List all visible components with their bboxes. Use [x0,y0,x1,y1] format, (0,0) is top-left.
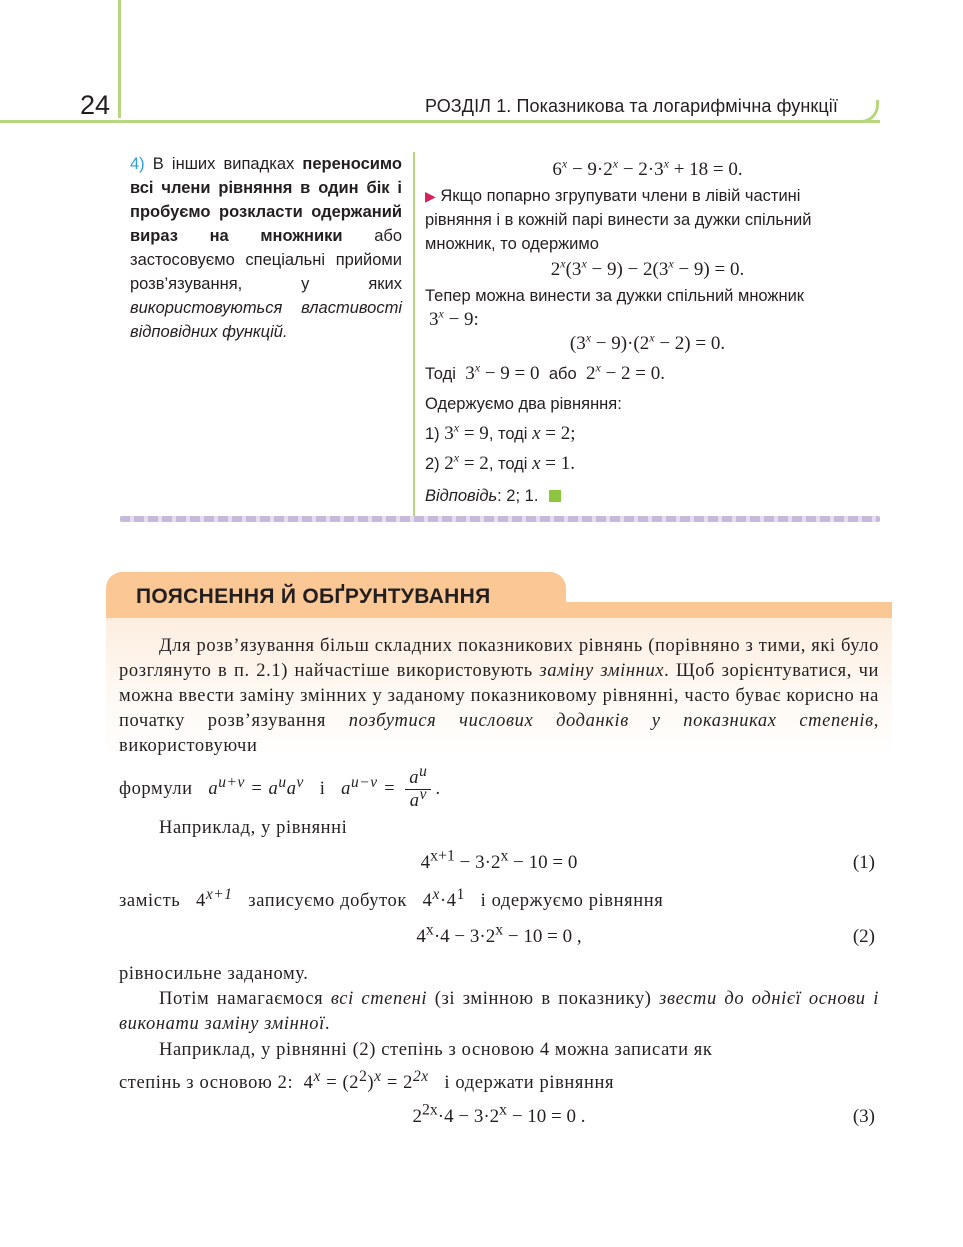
equation-2: $4^x\cdot 4 - 3\cdot 2^x - 10 = 0$ , [416,921,582,947]
equation-main: $6^x - 9\cdot 2^x - 2\cdot 3^x + 18 = 0$. [552,156,743,180]
example-2-paragraph: Наприклад, у рівнянні (2) степінь з основою 4 можна записати як [159,1040,713,1060]
section-title: ПОЯСНЕННЯ Й ОБҐРУНТУВАННЯ [136,585,491,608]
case-2-equation: $2^x = 2$ [444,450,489,474]
method-step-4 [130,152,402,344]
case-1-solution: x = 2; [532,423,576,444]
common-factor: $3^x - 9$: [429,306,479,330]
section-divider [120,516,880,522]
column-separator [413,152,415,516]
formula-1: $a^{u+v} = a^ua^v$ [208,773,304,799]
formula-prefix: формули [119,779,193,799]
reduce-text-c: (зі змінною в показнику) [427,989,660,1009]
end-square-icon [549,490,561,502]
arrow-icon: ▶ [425,188,436,204]
reduce-text-e: . [324,1014,331,1034]
reduce-text-italic-b: всі степені [330,989,428,1009]
answer-value: : 2; 1. [497,487,539,505]
page-number: 24 [80,90,111,120]
formula-and: і [319,779,326,799]
equation-2-row [119,921,879,952]
step-number: 4) [130,155,145,173]
step-text-bold: переносимо всі члени рівняння в один бік і пробуємо розкласти одержаний вираз на множники [130,155,402,245]
instead-text-a: замість [119,891,181,911]
equation-1-number: (1) [852,852,875,873]
instead-text-b: записуємо добуток [248,891,407,911]
case-2 [425,452,870,476]
case-1-then: , тоді [488,425,528,443]
intro-text-e: , використовуючи [119,711,879,756]
header-bottom-rule [0,120,880,123]
instead-line: замість $4^{x+1}$ записуємо добуток $4^x\cdot 4^1$ і одержуємо рівняння [119,885,664,911]
base-2-line: степінь з основою 2: $4^x = (2^2)^x = 2^{2x}$ і одержати рівняння [119,1067,615,1093]
intro-text-italic-d: позбутися числових доданків у показниках степенів [348,711,874,731]
base-2-text-end: і одержати рівняння [444,1073,615,1093]
factor-paragraph: Тепер можна винести за дужки спільний множник [425,287,805,305]
answer-line [425,484,870,508]
instead-text-c: і одержуємо рівняння [480,891,664,911]
intro-paragraph [119,634,879,759]
equation-1: $4^{x+1} - 3\cdot 2^x - 10 = 0$ [420,847,578,873]
equation-3-row [119,1101,879,1132]
formula-2-fraction: $\frac{a^u}{a^v}$ [405,767,431,812]
equation-1-row [119,847,879,878]
chapter-title: РОЗДІЛ 1. Показникова та логарифмічна функції [425,96,838,116]
then-line [425,362,870,386]
equation-factored: $(3^x - 9)\cdot(2^x - 2) = 0$. [569,330,726,354]
equation-3-number: (3) [852,1106,875,1127]
header-left-rule [118,0,121,118]
two-equations-label: Одержуємо два рівняння: [425,395,622,413]
intro-text-italic-b: заміну змінних [539,661,665,681]
equation-3: $2^{2x}\cdot 4 - 3\cdot 2^x - 10 = 0$ . [412,1101,586,1127]
example-1-label: Наприклад, у рівнянні [159,818,348,838]
case-2-then: , тоді [488,455,528,473]
grouping-paragraph [425,184,870,256]
intro-text-c: . Щоб зорієнтуватися, чи можна ввести заміну змінних у заданому показниковому рівнянні, часто буває корисно на початку розв’язування [119,661,879,731]
case-2-solution: x = 1. [532,453,575,474]
case-1 [425,422,870,446]
then-eq-2: $2^x - 2 = 0$. [581,360,666,384]
formula-line: формули $a^{u+v} = a^ua^v$ і $a^{u-v}$ = $\frac{a^u}{a^v}$ . [119,763,441,812]
equation-grouped: $2^x(3^x - 9) - 2(3^x - 9) = 0$. [550,256,745,280]
reduce-paragraph [119,987,879,1037]
step-text-italic: використовуються властивості відповідних функцій. [130,299,402,341]
then-eq-1: $3^x - 9 = 0$ [460,360,545,384]
formula-2-left: $a^{u-v}$ = [341,773,397,799]
grouping-text: Якщо попарно згрупувати члени в лівій частині рівняння і в кожній парі винести за дужки спільний множник, то одержимо [425,187,812,253]
reduce-text-italic-d: звести до однієї основи і виконати заміну змінної [119,989,879,1034]
equivalent-label: рівносильне заданому. [119,964,309,984]
step-text-mid: або застосовуємо спеціальні прийоми розв’язування, у яких [130,227,403,293]
or-label: або [548,365,577,383]
base-2-text: степінь з основою 2: [119,1073,294,1093]
worked-example [425,152,870,508]
step-text-intro: В інших випадках [152,155,303,173]
equation-2-number: (2) [852,926,875,947]
answer-label: Відповідь [425,487,498,505]
then-label: Тоді [425,365,456,383]
case-1-number: 1) [425,425,440,443]
intro-text-a: Для розв’язування більш складних показникових рівнянь (порівняно з тими, які було розглянуто в п. 2.1) найчастіше використовують [119,636,879,681]
case-1-equation: $3^x = 9$ [444,420,489,444]
reduce-text-a: Потім намагаємося [159,989,331,1009]
case-2-number: 2) [425,455,440,473]
